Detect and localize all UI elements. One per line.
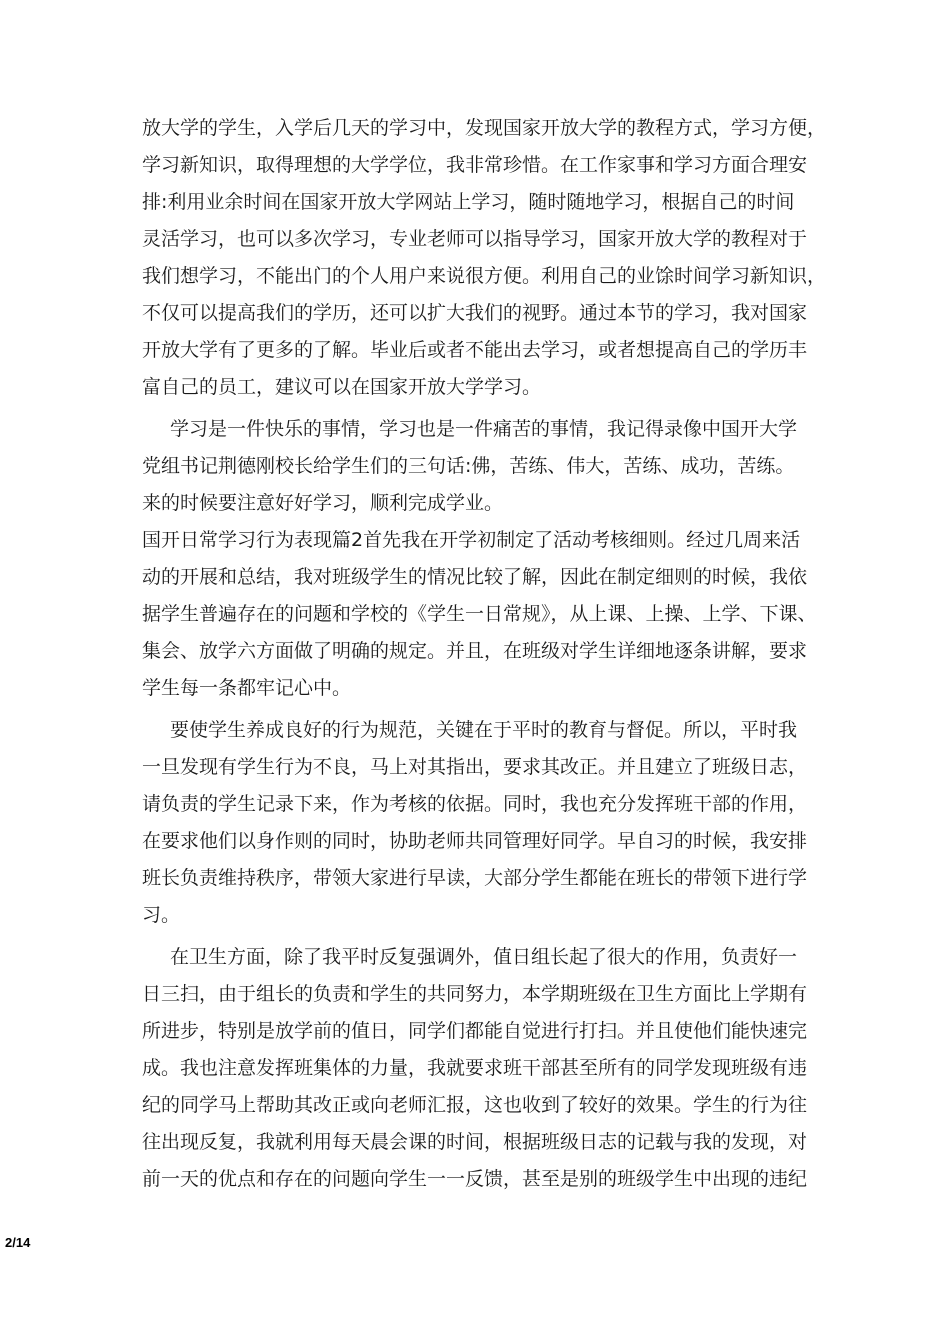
text-line: 集会、放学六方面做了明确的规定。并且，在班级对学生详细地逐条讲解，要求	[142, 640, 808, 662]
text-line: 来的时候要注意好好学习，顺利完成学业。	[142, 492, 504, 514]
text-line: 在卫生方面，除了我平时反复强调外，值日组长起了很大的作用，负责好一	[170, 946, 798, 968]
text-line: 排:利用业余时间在国家开放大学网站上学习，随时随地学习，根据自己的时间	[142, 191, 795, 213]
page-number: 2/14	[5, 1235, 31, 1250]
text-line: 纪的同学马上帮助其改正或向老师汇报，这也收到了较好的效果。学生的行为往	[142, 1094, 808, 1116]
body-text	[142, 110, 842, 1198]
text-line: 放大学的学生，入学后几天的学习中，发现国家开放大学的教程方式，学习方便，	[142, 117, 827, 139]
text-line: 习。	[142, 904, 181, 926]
text-line: 富自己的员工，建议可以在国家开放大学学习。	[142, 376, 542, 398]
text-line: 成。我也注意发挥班集体的力量，我就要求班干部甚至所有的同学发现班级有违	[142, 1057, 808, 1079]
text-line: 班长负责维持秩序，带领大家进行早读，大部分学生都能在班长的带领下进行学	[142, 867, 808, 889]
text-line: 日三扫，由于组长的负责和学生的共同努力，本学期班级在卫生方面比上学期有	[142, 983, 808, 1005]
text-line: 一旦发现有学生行为不良，马上对其指出，要求其改正。并且建立了班级日志，	[142, 756, 808, 778]
text-line: 学习新知识，取得理想的大学学位，我非常珍惜。在工作家事和学习方面合理安	[142, 154, 808, 176]
text-line: 前一天的优点和存在的问题向学生一一反馈，甚至是别的班级学生中出现的违纪	[142, 1168, 808, 1190]
text-line: 国开日常学习行为表现篇2首先我在开学初制定了活动考核细则。经过几周来活	[142, 529, 801, 551]
text-line: 灵活学习，也可以多次学习，专业老师可以指导学习，国家开放大学的教程对于	[142, 228, 808, 250]
text-line: 往出现反复，我就利用每天晨会课的时间，根据班级日志的记载与我的发现，对	[142, 1131, 808, 1153]
text-line: 动的开展和总结，我对班级学生的情况比较了解，因此在制定细则的时候，我依	[142, 566, 808, 588]
text-line: 在要求他们以身作则的同时，协助老师共同管理好同学。早自习的时候，我安排	[142, 830, 808, 852]
text-line: 我们想学习，不能出门的个人用户来说很方便。利用自己的业馀时间学习新知识，	[142, 265, 827, 287]
text-line: 开放大学有了更多的了解。毕业后或者不能出去学习，或者想提高自己的学历丰	[142, 339, 808, 361]
text-line: 学习是一件快乐的事情，学习也是一件痛苦的事情，我记得录像中国开大学	[170, 418, 798, 440]
text-line: 要使学生养成良好的行为规范，关键在于平时的教育与督促。所以，平时我	[170, 719, 798, 741]
text-line: 请负责的学生记录下来，作为考核的依据。同时，我也充分发挥班干部的作用，	[142, 793, 808, 815]
text-line: 党组书记荆德刚校长给学生们的三句话:佛，苦练、伟大，苦练、成功，苦练。	[142, 455, 795, 477]
text-line: 据学生普遍存在的问题和学校的《学生一日常规》，从上课、上操、上学、下课、	[142, 603, 817, 625]
text-line: 不仅可以提高我们的学历，还可以扩大我们的视野。通过本节的学习，我对国家	[142, 302, 808, 324]
text-line: 所进步，特别是放学前的值日，同学们都能自觉进行打扫。并且使他们能快速完	[142, 1020, 808, 1042]
text-line: 学生每一条都牢记心中。	[142, 677, 352, 699]
